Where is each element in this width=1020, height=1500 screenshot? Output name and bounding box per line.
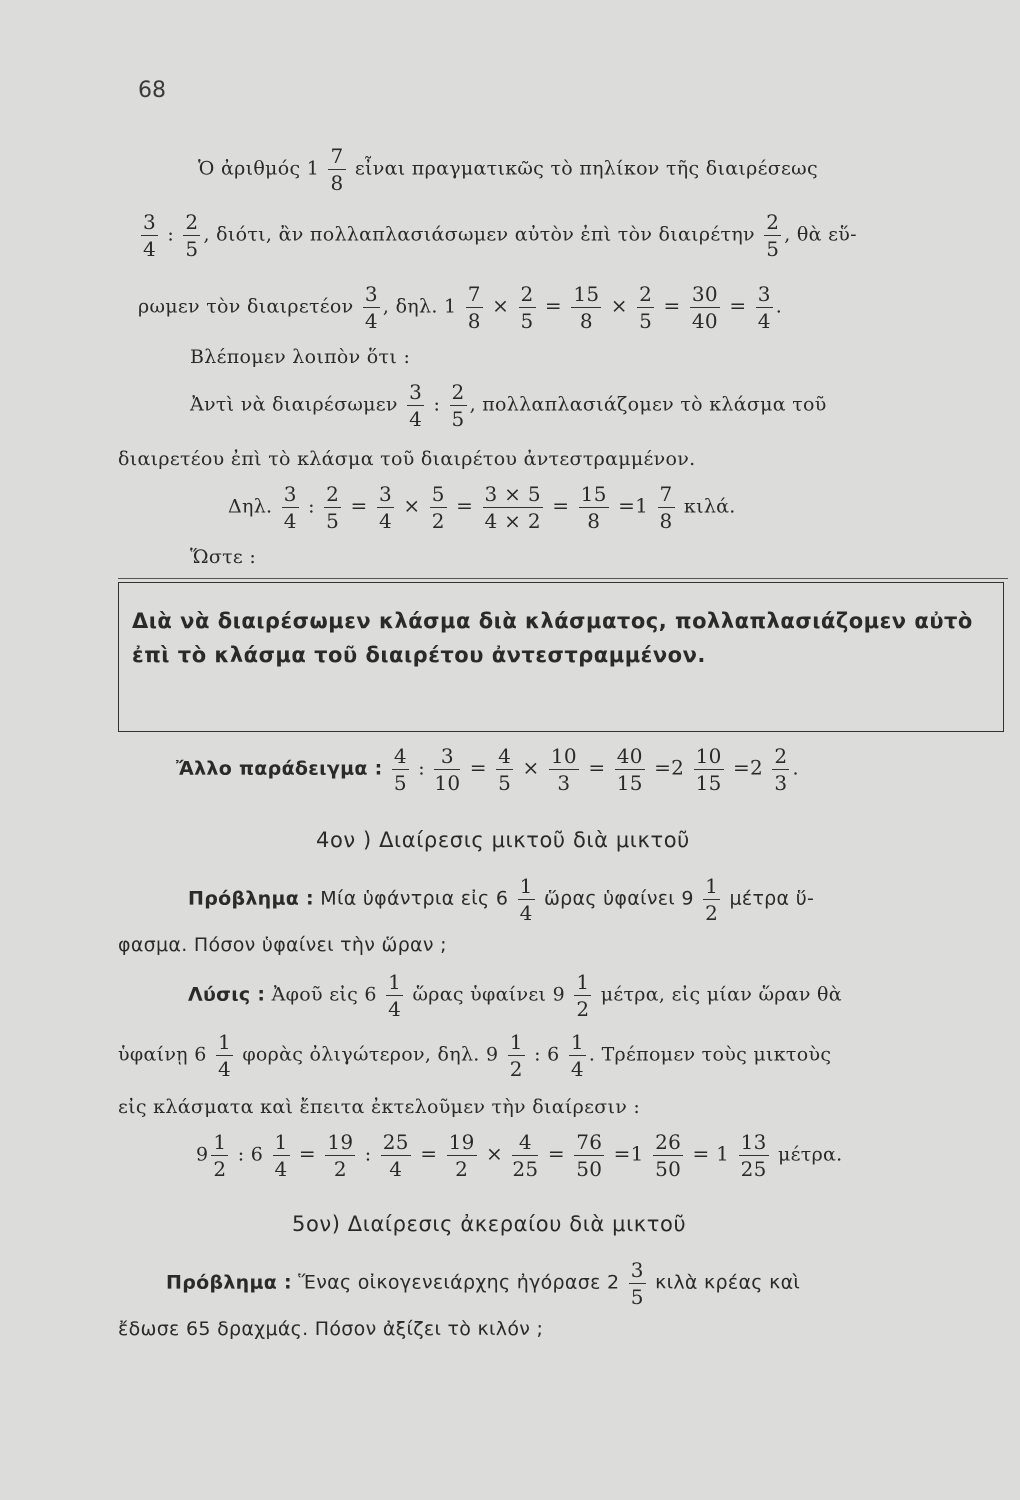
page-number: 68 <box>138 78 166 103</box>
denominator: 5 <box>393 771 407 795</box>
fraction <box>386 972 403 1019</box>
numerator: 1 <box>570 1030 584 1054</box>
denominator: 4 <box>378 509 392 533</box>
numerator: 19 <box>448 1130 475 1154</box>
numerator: 25 <box>382 1130 409 1154</box>
fraction <box>764 212 781 259</box>
text: , δηλ. 1 <box>382 295 457 318</box>
fraction <box>756 284 773 331</box>
denominator: 8 <box>579 309 593 333</box>
numerator: 4 <box>512 1132 538 1156</box>
numerator: 2 <box>520 282 534 306</box>
fraction <box>216 1032 233 1079</box>
denominator: 4 <box>519 901 533 925</box>
operator: : <box>167 223 175 246</box>
fraction <box>629 1260 646 1307</box>
fraction <box>739 1132 769 1179</box>
numerator: 7 <box>330 144 344 168</box>
operator: =1 <box>613 1141 644 1166</box>
numerator: 7 <box>467 282 481 306</box>
denominator: 3 <box>774 771 788 795</box>
operator: × <box>492 293 510 318</box>
fraction <box>574 972 591 1019</box>
denominator: 5 <box>451 407 465 431</box>
section-heading-4: 4ον ) Διαίρεσις μικτοῦ διὰ μικτοῦ <box>316 828 690 852</box>
operator: = 1 <box>692 1141 730 1166</box>
denominator: 2 <box>333 1157 347 1181</box>
operator: × <box>403 493 421 518</box>
fraction <box>141 212 158 259</box>
solution-equation <box>196 1132 843 1179</box>
text-line-8: Ὥστε : <box>190 546 257 568</box>
numerator: 10 <box>695 744 722 768</box>
operator: : <box>418 757 425 780</box>
numerator: 26 <box>655 1130 682 1154</box>
denominator: 5 <box>766 237 780 261</box>
fraction <box>508 1032 525 1079</box>
fraction <box>574 1132 604 1179</box>
text-line-7 <box>228 484 736 531</box>
fraction <box>637 284 654 331</box>
fraction <box>653 1132 683 1179</box>
solution-line-2 <box>118 1032 831 1079</box>
fraction <box>325 1132 355 1179</box>
text: Ἀφοῦ εἰς 6 <box>271 983 377 1006</box>
text: : 6 <box>534 1043 560 1066</box>
numerator: 3 <box>434 746 460 770</box>
denominator: 4 <box>274 1157 288 1181</box>
numerator: 4 <box>393 744 407 768</box>
numerator: 3 <box>283 482 297 506</box>
denominator: 10 <box>434 771 461 795</box>
denominator: 15 <box>695 771 722 795</box>
numerator: 1 <box>388 970 402 994</box>
numerator: 1 <box>705 874 719 898</box>
denominator: 15 <box>616 771 643 795</box>
operator: : <box>308 495 315 518</box>
example-line <box>176 746 799 793</box>
numerator: 3 × 5 <box>484 482 541 506</box>
operator: × <box>522 755 540 780</box>
denominator: 5 <box>326 509 340 533</box>
fraction <box>211 1132 228 1179</box>
text-line-6: διαιρετέου ἐπὶ τὸ κλάσμα τοῦ διαιρέτου ἀντεστραμμένον. <box>118 448 696 470</box>
text: , πολλαπλασιάζομεν τὸ κλάσμα τοῦ <box>469 393 827 416</box>
section-heading-5: 5ον) Διαίρεσις ἀκεραίου διὰ μικτοῦ <box>292 1212 687 1236</box>
operator: = <box>729 293 747 318</box>
fraction <box>694 746 724 793</box>
text: . Τρέπομεν τοὺς μικτοὺς <box>588 1043 832 1066</box>
operator: =2 <box>732 755 764 780</box>
text: . <box>792 757 799 780</box>
numerator: 2 <box>766 210 780 234</box>
denominator: 40 <box>691 309 718 333</box>
fraction <box>363 284 380 331</box>
numerator: 3 <box>378 482 392 506</box>
fraction <box>496 746 513 793</box>
denominator: 4 <box>143 237 157 261</box>
text: 9 <box>196 1143 209 1166</box>
text-line-1 <box>198 146 818 193</box>
text: . <box>775 295 783 318</box>
denominator: 5 <box>498 771 512 795</box>
text: : 6 <box>237 1143 264 1166</box>
denominator: 2 <box>576 997 590 1021</box>
operator: × <box>610 293 628 318</box>
numerator: 10 <box>550 744 577 768</box>
text: Ἕνας οἰκογενειάρχης ἠγόρασε 2 <box>298 1271 620 1294</box>
text: ὥρας ὑφαίνει 9 <box>412 983 565 1006</box>
operator: =1 <box>618 493 649 518</box>
fraction <box>579 484 609 531</box>
operator: = <box>350 493 368 518</box>
text: Ὁ ἀριθμός 1 <box>198 157 320 180</box>
fraction <box>615 746 645 793</box>
text: φορὰς ὀλιγώτερον, δηλ. 9 <box>242 1043 499 1066</box>
fraction <box>512 1132 538 1179</box>
numerator: 3 <box>409 380 423 404</box>
fraction <box>392 746 409 793</box>
solution-line-1 <box>188 972 842 1019</box>
numerator: 1 <box>576 970 590 994</box>
problem-2-line-1 <box>166 1260 800 1307</box>
example-label: Ἄλλο παράδειγμα : <box>176 757 383 780</box>
numerator: 7 <box>659 482 673 506</box>
operator: = <box>663 293 681 318</box>
problem-1-line-1 <box>188 876 814 923</box>
text: ρωμεν τὸν διαιρετέον <box>138 295 354 318</box>
denominator: 5 <box>520 309 534 333</box>
numerator: 2 <box>774 744 788 768</box>
fraction <box>273 1132 290 1179</box>
numerator: 1 <box>519 874 533 898</box>
denominator: 4 <box>217 1057 231 1081</box>
operator: : <box>433 393 441 416</box>
denominator: 3 <box>557 771 571 795</box>
text: κιλά. <box>683 495 736 518</box>
denominator: 2 <box>705 901 719 925</box>
problem-1-line-2: φασμα. Πόσον ὑφαίνει τὴν ὥραν ; <box>118 934 447 956</box>
text: εἶναι πραγματικῶς τὸ πηλίκον τῆς διαιρέσεως <box>354 157 818 180</box>
numerator: 2 <box>326 482 340 506</box>
numerator: 30 <box>691 282 718 306</box>
text-line-3 <box>138 284 782 331</box>
numerator: 1 <box>217 1030 231 1054</box>
denominator: 4 <box>409 407 423 431</box>
denominator: 2 <box>431 509 445 533</box>
numerator: 3 <box>143 210 157 234</box>
operator: × <box>486 1141 504 1166</box>
numerator: 3 <box>630 1258 644 1282</box>
numerator: 19 <box>327 1130 354 1154</box>
problem-label: Πρόβλημα : <box>188 887 314 910</box>
denominator: 25 <box>512 1157 539 1181</box>
operator: = <box>469 755 487 780</box>
denominator: 50 <box>576 1157 603 1181</box>
operator: =2 <box>654 755 685 780</box>
numerator: 13 <box>740 1130 767 1154</box>
numerator: 1 <box>274 1130 288 1154</box>
problem-2-line-2: ἔδωσε 65 δραχμάς. Πόσον ἀξίζει τὸ κιλόν ; <box>118 1318 544 1340</box>
fraction <box>571 284 601 331</box>
text: ὥρας ὑφαίνει 9 <box>543 887 694 910</box>
denominator: 8 <box>330 171 344 195</box>
denominator: 4 <box>757 309 771 333</box>
operator: = <box>544 293 562 318</box>
numerator: 1 <box>509 1030 523 1054</box>
denominator: 4 <box>364 309 378 333</box>
fraction <box>381 1132 411 1179</box>
denominator: 25 <box>740 1157 767 1181</box>
numerator: 3 <box>364 282 378 306</box>
denominator: 8 <box>659 509 673 533</box>
fraction <box>377 484 394 531</box>
solution-line-3: εἰς κλάσματα καὶ ἔπειτα ἐκτελοῦμεν τὴν διαίρεσιν : <box>118 1096 641 1118</box>
fraction <box>549 746 579 793</box>
fraction <box>324 484 341 531</box>
fraction <box>430 484 447 531</box>
numerator: 3 <box>757 282 771 306</box>
operator: = <box>547 1141 565 1166</box>
fraction <box>282 484 299 531</box>
fraction <box>519 284 536 331</box>
text-line-5 <box>190 382 827 429</box>
denominator: 5 <box>639 309 653 333</box>
numerator: 5 <box>431 482 445 506</box>
operator: = <box>552 493 570 518</box>
denominator: 5 <box>630 1285 644 1309</box>
denominator: 4 <box>389 1157 403 1181</box>
fraction <box>703 876 720 923</box>
fraction <box>690 284 720 331</box>
numerator: 4 <box>498 744 512 768</box>
numerator: 15 <box>580 482 607 506</box>
text-line-4: Βλέπομεν λοιπὸν ὅτι : <box>190 346 411 368</box>
divider <box>118 578 1008 579</box>
denominator: 4 <box>283 509 297 533</box>
numerator: 2 <box>451 380 465 404</box>
numerator: 1 <box>213 1130 227 1154</box>
operator: = <box>420 1141 438 1166</box>
denominator: 5 <box>185 237 199 261</box>
fraction <box>772 746 789 793</box>
fraction <box>328 146 345 193</box>
fraction <box>183 212 200 259</box>
fraction <box>434 746 460 793</box>
text: μέτρα. <box>777 1143 843 1166</box>
operator: = <box>456 493 474 518</box>
denominator: 2 <box>213 1157 227 1181</box>
numerator: 2 <box>639 282 653 306</box>
text: κιλὰ κρέας καὶ <box>655 1271 801 1294</box>
denominator: 50 <box>655 1157 682 1181</box>
denominator: 2 <box>455 1157 469 1181</box>
text: μέτρα, εἰς μίαν ὥραν θὰ <box>600 983 842 1006</box>
denominator: 8 <box>467 309 481 333</box>
denominator: 4 × 2 <box>484 509 541 533</box>
fraction <box>447 1132 477 1179</box>
fraction <box>518 876 535 923</box>
fraction <box>450 382 467 429</box>
fraction <box>483 484 543 531</box>
numerator: 15 <box>573 282 600 306</box>
operator: = <box>298 1141 316 1166</box>
denominator: 2 <box>509 1057 523 1081</box>
numerator: 40 <box>616 744 643 768</box>
denominator: 4 <box>388 997 402 1021</box>
text-line-2 <box>138 212 857 259</box>
rule-text: Διὰ νὰ διαιρέσωμεν κλάσμα διὰ κλάσματος, πολλαπλασιάζομεν αὐτὸ ἐπὶ τὸ κλάσμα τοῦ διαιρέτου ἀντεστραμμένον. <box>132 609 973 667</box>
operator: : <box>364 1143 372 1166</box>
operator: = <box>588 755 606 780</box>
text: , διότι, ἂν πολλαπλασιάσωμεν αὐτὸν ἐπὶ τὸν διαιρέτην <box>203 223 755 246</box>
text: Ἀντὶ νὰ διαιρέσωμεν <box>190 393 398 416</box>
denominator: 4 <box>570 1057 584 1081</box>
text: Μία ὑφάντρια εἰς 6 <box>320 887 509 910</box>
text: μέτρα ὕ- <box>729 887 815 910</box>
fraction <box>407 382 424 429</box>
numerator: 76 <box>576 1130 603 1154</box>
text: ὑφαίνῃ 6 <box>118 1043 207 1066</box>
fraction <box>658 484 675 531</box>
solution-label: Λύσις : <box>188 983 266 1006</box>
fraction <box>466 284 483 331</box>
problem-label: Πρόβλημα : <box>166 1271 292 1294</box>
text: , θὰ εὕ- <box>784 223 857 246</box>
denominator: 8 <box>587 509 601 533</box>
text: Δηλ. <box>228 495 273 518</box>
fraction <box>569 1032 586 1079</box>
numerator: 2 <box>185 210 199 234</box>
